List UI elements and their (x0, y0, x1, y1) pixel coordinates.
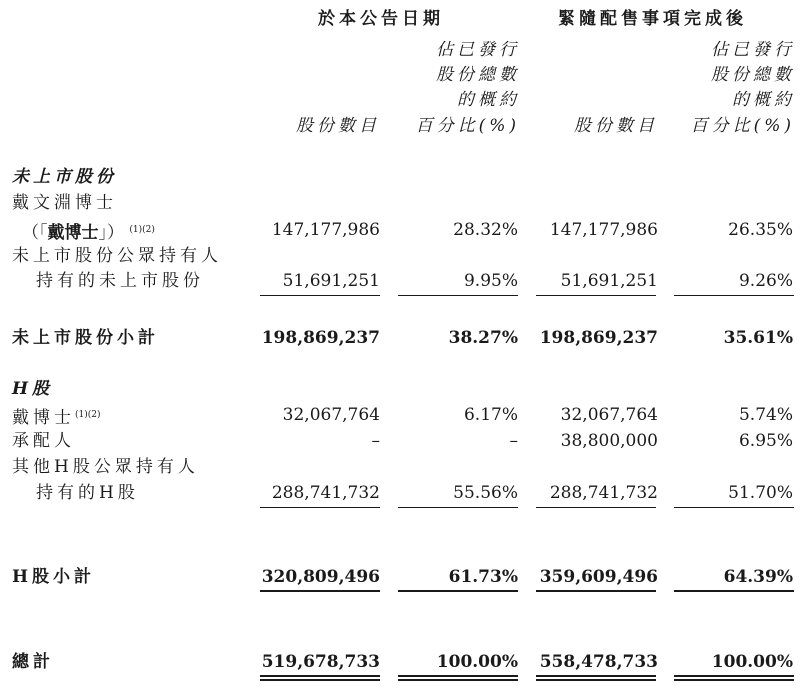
rule-h-subtotal-col3 (536, 590, 656, 592)
row-dai-label-line2: （「戴博士」） $^{(1)(2)}$ (22, 223, 155, 243)
header-group-after-placing: 緊隨配售事項完成後 (558, 9, 747, 29)
cell-h-dai-pct-after: 5.74% (738, 405, 793, 425)
row-unlisted-public-label-line2: 持有的未上市股份 (36, 271, 204, 291)
rule-h-subtotal-col4 (674, 590, 794, 592)
cell-unlisted-public-shares-after: 51,691,251 (560, 271, 658, 291)
rule-h-col4 (674, 507, 794, 508)
cell-h-public-shares-current: 288,741,732 (271, 483, 380, 503)
rule-unlisted-col2 (398, 295, 518, 296)
rule-total-double-col4 (674, 679, 794, 681)
section-title-unlisted: 未上市股份 (12, 167, 117, 187)
rule-total-double-col2 (398, 679, 518, 681)
header-pct-line3-current: 的概約 (457, 90, 520, 110)
rule-unlisted-col1 (260, 295, 380, 296)
rule-unlisted-col4 (674, 295, 794, 296)
rule-total-double-col3 (536, 679, 656, 681)
cell-unlisted-dai-pct-current: 28.32% (453, 220, 518, 240)
cell-unlisted-dai-shares-after: 147,177,986 (549, 220, 658, 240)
cell-unlisted-subtotal-shares-after: 198,869,237 (539, 328, 658, 348)
cell-h-placee-shares-current: – (371, 431, 380, 451)
cell-total-shares-after: 558,478,733 (539, 652, 658, 672)
cell-unlisted-dai-shares-current: 147,177,986 (271, 220, 380, 240)
rule-total-col1 (260, 675, 380, 677)
cell-unlisted-subtotal-pct-current: 38.27% (448, 328, 518, 348)
cell-h-subtotal-shares-after: 359,609,496 (539, 567, 658, 587)
cell-h-placee-pct-after: 6.95% (738, 431, 793, 451)
row-h-placee-label: 承配人 (12, 431, 75, 451)
header-pct-line1-current: 佔已發行 (436, 40, 520, 60)
rule-h-col2 (398, 507, 518, 508)
rule-h-col1 (260, 507, 380, 508)
row-h-public-label-line1: 其他H股公眾持有人 (12, 457, 199, 477)
cell-h-subtotal-pct-current: 61.73% (448, 567, 518, 587)
cell-h-public-pct-after: 51.70% (728, 483, 793, 503)
rule-h-col3 (536, 507, 656, 508)
cell-h-dai-shares-current: 32,067,764 (282, 405, 380, 425)
header-pct-line3-after: 的概約 (732, 90, 795, 110)
row-dai-label-line1: 戴文淵博士 (12, 193, 117, 213)
header-pct-line1-after: 佔已發行 (711, 40, 795, 60)
header-pct-line2-after: 股份總數 (711, 65, 795, 85)
header-pct-line4-current: 百分比(%) (415, 116, 520, 136)
cell-unlisted-subtotal-pct-after: 35.61% (723, 328, 793, 348)
cell-unlisted-public-pct-after: 9.26% (738, 271, 793, 291)
rule-unlisted-col3 (536, 295, 656, 296)
rule-h-subtotal-col2 (398, 590, 518, 592)
row-unlisted-subtotal-label: 未上市股份小計 (12, 328, 159, 348)
cell-unlisted-public-pct-current: 9.95% (463, 271, 518, 291)
row-unlisted-public-label-line1: 未上市股份公眾持有人 (12, 246, 222, 266)
cell-total-shares-current: 519,678,733 (261, 652, 380, 672)
cell-unlisted-subtotal-shares-current: 198,869,237 (261, 328, 380, 348)
cell-unlisted-dai-pct-after: 26.35% (728, 220, 793, 240)
cell-h-placee-shares-after: 38,800,000 (560, 431, 658, 451)
cell-h-dai-shares-after: 32,067,764 (560, 405, 658, 425)
cell-h-public-pct-current: 55.56% (453, 483, 518, 503)
row-h-public-label-line2: 持有的H股 (36, 483, 139, 503)
header-shares-current: 股份數目 (296, 116, 380, 136)
header-group-current: 於本公告日期 (318, 9, 444, 29)
header-pct-line2-current: 股份總數 (436, 65, 520, 85)
cell-total-pct-after: 100.00% (711, 652, 793, 672)
row-h-dai-label: 戴博士$^{(1)(2)}$ (12, 408, 101, 428)
section-title-h-shares: H股 (12, 379, 54, 399)
cell-h-public-shares-after: 288,741,732 (549, 483, 658, 503)
header-pct-line4-after: 百分比(%) (690, 116, 795, 136)
cell-total-pct-current: 100.00% (436, 652, 518, 672)
cell-h-dai-pct-current: 6.17% (463, 405, 518, 425)
rule-total-col4 (674, 675, 794, 677)
rule-h-subtotal-col1 (260, 590, 380, 592)
cell-unlisted-public-shares-current: 51,691,251 (282, 271, 380, 291)
rule-total-col2 (398, 675, 518, 677)
row-total-label: 總計 (12, 652, 54, 672)
rule-total-double-col1 (260, 679, 380, 681)
row-h-subtotal-label: H股小計 (12, 567, 96, 587)
cell-h-placee-pct-current: – (509, 431, 518, 451)
cell-h-subtotal-pct-after: 64.39% (723, 567, 793, 587)
cell-h-subtotal-shares-current: 320,809,496 (261, 567, 380, 587)
header-shares-after: 股份數目 (574, 116, 658, 136)
rule-total-col3 (536, 675, 656, 677)
